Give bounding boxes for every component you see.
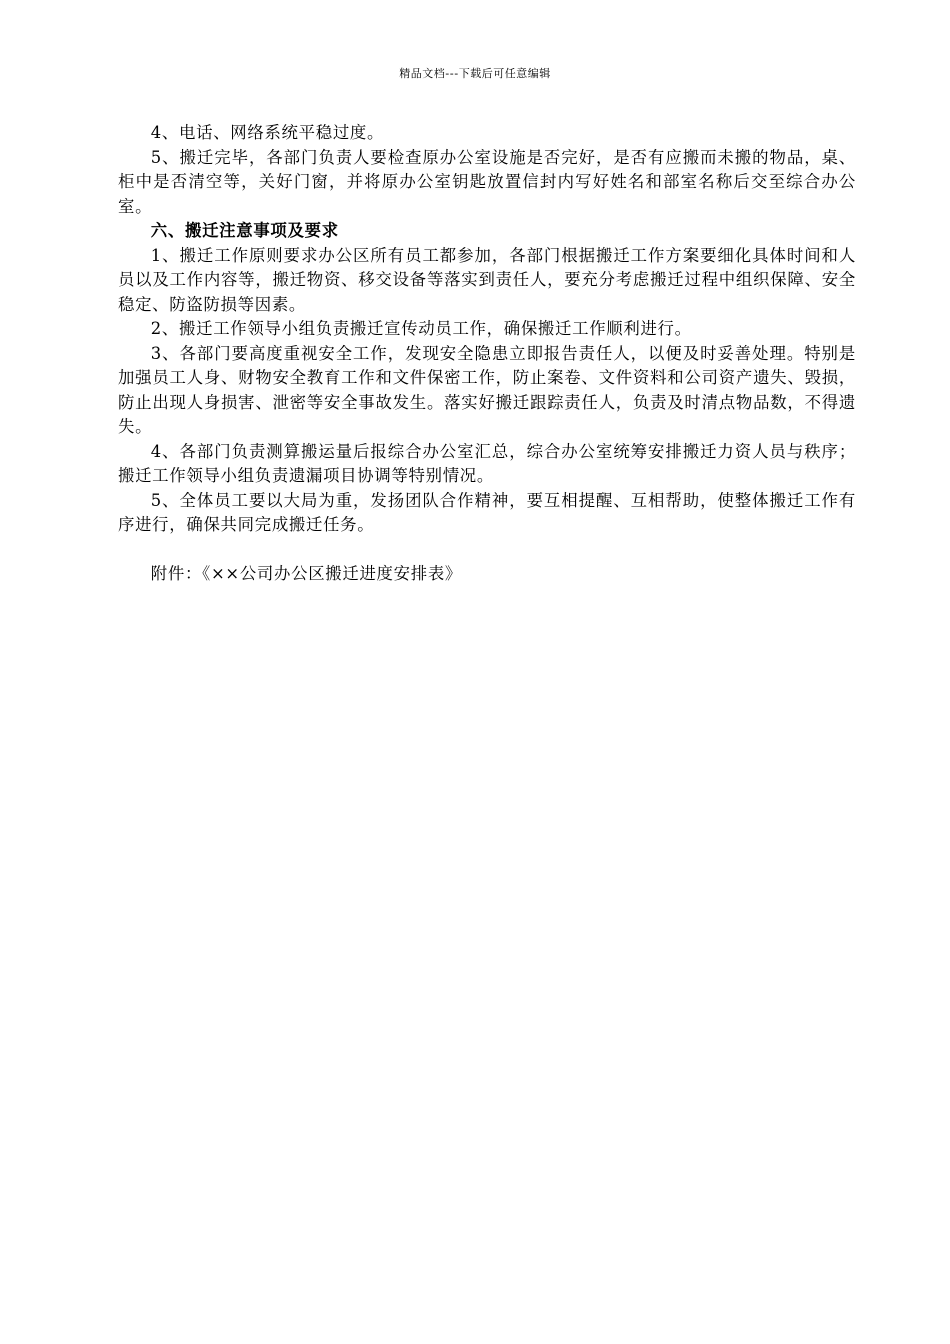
paragraph-requirement-4: 4、各部门负责测算搬运量后报综合办公室汇总，综合办公室统筹安排搬迁力资人员与秩序；搬迁工作领导小组负责遗漏项目协调等特别情况。 [118,441,856,485]
paragraph-requirement-2: 2、搬迁工作领导小组负责搬迁宣传动员工作，确保搬迁工作顺利进行。 [150,319,692,338]
paragraph-requirement-5: 5、全体员工要以大局为重，发扬团队合作精神，要互相提醒、互相帮助，使整体搬迁工作有序进行，确保共同完成搬迁任务。 [118,490,856,534]
paragraph-item-4-phone-network: 4、电话、网络系统平稳过度。 [150,123,385,142]
page-header: 精品文档---下载后可任意编辑 [399,67,551,80]
attachment-note: 附件：《××公司办公区搬迁进度安排表》 [150,563,463,583]
document-body [118,121,856,586]
paragraph-item-5-move-completion: 5、搬迁完毕，各部门负责人要检查原办公室设施是否完好，是否有应搬而未搬的物品，桌、柜中是否清空等，关好门窗，并将原办公室钥匙放置信封内写好姓名和部室名称后交至综合办公室。 [118,147,856,216]
paragraph-requirement-3: 3、各部门要高度重视安全工作，发现安全隐患立即报告责任人，以便及时妥善处理。特别是加强员工人身、财物安全教育工作和文件保密工作，防止案卷、文件资料和公司资产遗失、毁损，防止出现人身损害、泄密等安全事故发生。落实好搬迁跟踪责任人，负责及时清点物品数，不得遗失。 [118,343,856,436]
paragraph-requirement-1: 1、搬迁工作原则要求办公区所有员工都参加，各部门根据搬迁工作方案要细化具体时间和人员以及工作内容等，搬迁物资、移交设备等落实到责任人，要充分考虑搬迁过程中组织保障、安全稳定、防盗防损等因素。 [118,245,856,314]
section-heading-precautions: 六、搬迁注意事项及要求 [150,221,339,240]
